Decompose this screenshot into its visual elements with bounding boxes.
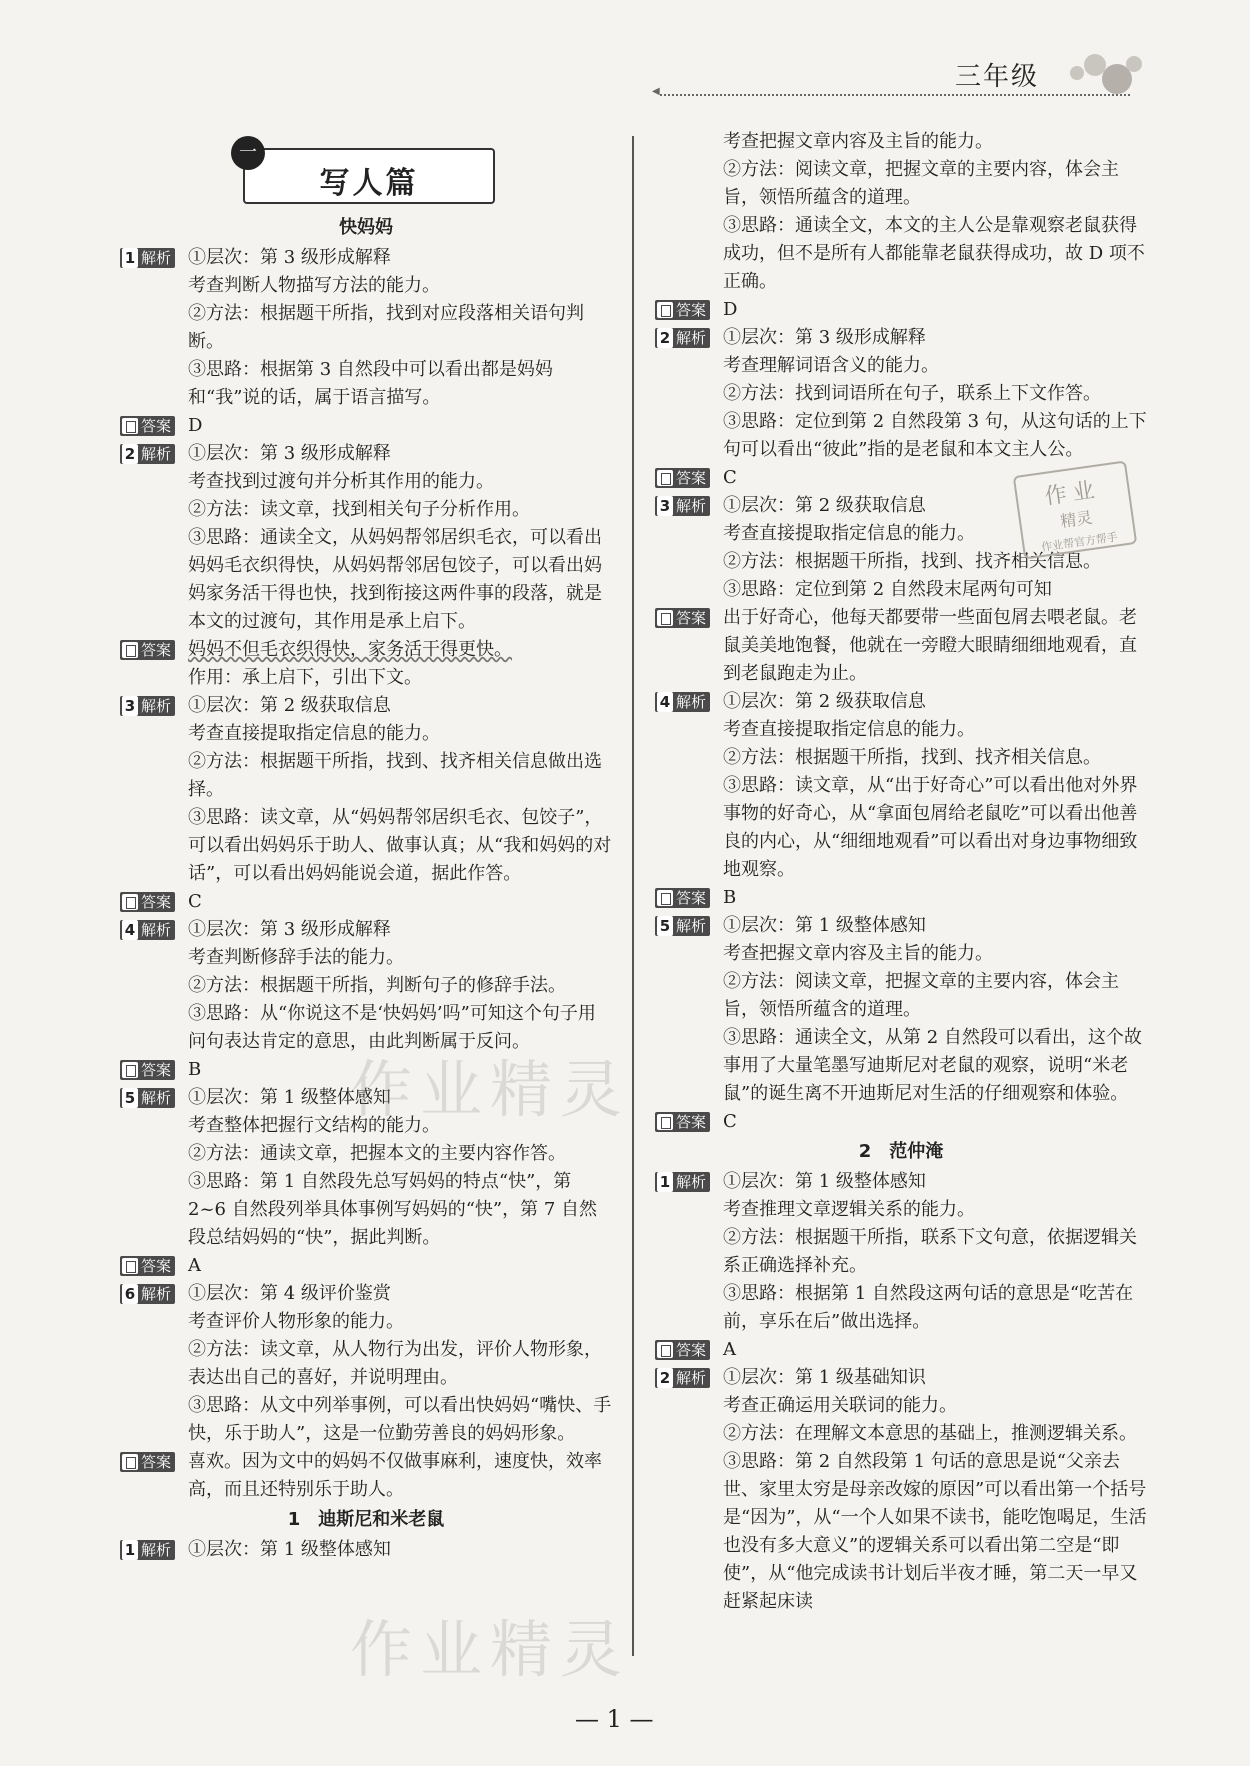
analysis-tag: 2 解析 — [655, 328, 710, 348]
answer-item: 答案 出于好奇心，他每天都要带一些面包屑去喂老鼠。老鼠美美地饱餐，他就在一旁瞪大眼睛细细地观看，直到老鼠跑走为止。 — [655, 604, 1147, 688]
section-heading — [239, 142, 495, 204]
answer-icon — [122, 418, 138, 434]
analysis-tag: 1 解析 — [120, 1540, 175, 1560]
left-column — [120, 212, 612, 1564]
answer-icon — [122, 642, 138, 658]
analysis-item: 3 解析 ①层次：第 2 级获取信息 考查直接提取指定信息的能力。 ②方法：根据题干所指，找到、找齐相关信息做出选择。 ③思路：读文章，从“妈妈帮邻居织毛衣、包饺子”，可以看出妈妈乐于助人、做事认真；从“我和妈妈的对话”，可以看出妈妈能说会道，据此作答。 — [120, 692, 612, 888]
answer-icon — [657, 302, 673, 318]
grade-label: 三年级 — [955, 62, 1040, 92]
analysis-item: 3 解析 ①层次：第 2 级获取信息 考查直接提取指定信息的能力。 ②方法：根据题干所指，找到、找齐相关信息。 ③思路：定位到第 2 自然段末尾两句可知 — [655, 492, 1147, 604]
analysis-tag: 4 解析 — [655, 692, 710, 712]
answer-item: 答案 A — [120, 1252, 612, 1280]
answer-tag: 答案 — [655, 468, 710, 488]
answer-tag: 答案 — [655, 300, 710, 320]
answer-icon — [122, 1454, 138, 1470]
answer-item: 答案 B — [655, 884, 1147, 912]
answer-tag: 答案 — [655, 888, 710, 908]
answer-icon — [657, 1342, 673, 1358]
right-column — [655, 128, 1147, 1616]
answer-tag: 答案 — [655, 1112, 710, 1132]
analysis-item: 1 解析 ①层次：第 1 级整体感知 — [120, 1536, 612, 1564]
analysis-item: 2 解析 ①层次：第 3 级形成解释 考查找到过渡句并分析其作用的能力。 ②方法：读文章，找到相关句子分析作用。 ③思路：通读全文，从妈妈帮邻居织毛衣，可以看出妈妈毛衣织得快，从妈妈帮邻居包饺子，可以看出妈妈家务活干得也快，找到衔接这两件事的段落，就是本文的过渡句，其作用是承上启下。 — [120, 440, 612, 636]
article-title: 2 范仲淹 — [858, 1141, 944, 1162]
answer-item: 答案 C — [655, 464, 1147, 492]
header-dotted-line — [660, 94, 1130, 96]
answer-icon — [657, 610, 673, 626]
column-divider — [632, 136, 634, 1656]
answer-icon — [657, 1114, 673, 1130]
answer-item: 答案 A — [655, 1336, 1147, 1364]
analysis-tag: 2 解析 — [655, 1368, 710, 1388]
answer-tag: 答案 — [120, 416, 175, 436]
analysis-item: 1 解析 ①层次：第 3 级形成解释 考查判断人物描写方法的能力。 ②方法：根据题干所指，找到对应段落相关语句判断。 ③思路：根据第 3 自然段中可以看出都是妈妈和“我”说的话，属于语言描写。 — [120, 244, 612, 412]
stamp: 作业 精灵 作业帮官方帮手 — [1013, 460, 1138, 559]
analysis-item: 2 解析 ①层次：第 1 级基础知识 考查正确运用关联词的能力。 ②方法：在理解文本意思的基础上，推测逻辑关系。 ③思路：第 2 自然段第 1 句话的意思是说“父亲去世、家里太穷是母亲改嫁的原因”可以看出第一个括号是“因为”，从“一个人如果不读书，能吃饱喝足，生活也没有多大意义”的逻辑关系可以看出第二空是“即使”，从“他完成读书计划后半夜才睡，第二天一早又赶紧起床读 — [655, 1364, 1147, 1616]
answer-tag: 答案 — [120, 1452, 175, 1472]
answer-item: 答案 妈妈不但毛衣织得快，家务活干得更快。 作用：承上启下，引出下文。 — [120, 636, 612, 692]
answer-item: 答案 B — [120, 1056, 612, 1084]
analysis-item: 2 解析 ①层次：第 3 级形成解释 考查理解词语含义的能力。 ②方法：找到词语所在句子，联系上下文作答。 ③思路：定位到第 2 自然段第 3 句，从这句话的上下句可以看出“彼此”指的是老鼠和本文主人公。 — [655, 324, 1147, 464]
answer-icon — [122, 1062, 138, 1078]
watermark: 作业精灵 — [350, 1613, 631, 1686]
answer-item: 答案 C — [120, 888, 612, 916]
page-number: — 1 — — [575, 1705, 654, 1733]
analysis-tag: 5 解析 — [120, 1088, 175, 1108]
article-title: 1 迪斯尼和米老鼠 — [287, 1509, 445, 1530]
answer-tag: 答案 — [655, 1340, 710, 1360]
analysis-tag: 3 解析 — [120, 696, 175, 716]
article-title: 快妈妈 — [339, 217, 393, 238]
section-title: 写人篇 — [319, 166, 419, 201]
answer-tag: 答案 — [120, 1060, 175, 1080]
analysis-tag: 6 解析 — [120, 1284, 175, 1304]
watermark: 作业精灵 — [350, 1053, 631, 1126]
answer-tag: 答案 — [120, 1256, 175, 1276]
analysis-tag: 4 解析 — [120, 920, 175, 940]
answer-item: 答案 D — [120, 412, 612, 440]
answer-item: 答案 C — [655, 1108, 1147, 1136]
answer-icon — [657, 890, 673, 906]
answer-item: 答案 喜欢。因为文中的妈妈不仅做事麻利，速度快，效率高，而且还特别乐于助人。 — [120, 1448, 612, 1504]
answer-tag: 答案 — [120, 640, 175, 660]
analysis-item: 4 解析 ①层次：第 3 级形成解释 考查判断修辞手法的能力。 ②方法：根据题干所指，判断句子的修辞手法。 ③思路：从“你说这不是‘快妈妈’吗”可知这个句子用问句表达肯定的意思，由此判断属于反问。 — [120, 916, 612, 1056]
analysis-tag: 1 解析 — [120, 248, 175, 268]
decorative-dots — [1070, 50, 1150, 100]
analysis-tag: 5 解析 — [655, 916, 710, 936]
answer-icon — [122, 894, 138, 910]
answer-icon — [122, 1258, 138, 1274]
analysis-item: 4 解析 ①层次：第 2 级获取信息 考查直接提取指定信息的能力。 ②方法：根据题干所指，找到、找齐相关信息。 ③思路：读文章，从“出于好奇心”可以看出他对外界事物的好奇心，从“拿面包屑给老鼠吃”可以看出他善良的内心，从“细细地观看”可以看出对身边事物细致地观察。 — [655, 688, 1147, 884]
answer-tag: 答案 — [655, 608, 710, 628]
analysis-tag: 3 解析 — [655, 496, 710, 516]
answer-tag: 答案 — [120, 892, 175, 912]
answer-item: 答案 D — [655, 296, 1147, 324]
analysis-item: 6 解析 ①层次：第 4 级评价鉴赏 考查评价人物形象的能力。 ②方法：读文章，从人物行为出发，评价人物形象，表达出自己的喜好，并说明理由。 ③思路：从文中列举事例，可以看出快妈妈“嘴快、手快，乐于助人”，这是一位勤劳善良的妈妈形象。 — [120, 1280, 612, 1448]
analysis-continuation: 考查把握文章内容及主旨的能力。 ②方法：阅读文章，把握文章的主要内容，体会主旨，领悟所蕴含的道理。 ③思路：通读全文，本文的主人公是靠观察老鼠获得成功，但不是所有人都能靠老鼠获得成功，故 D 项不正确。 — [723, 131, 1145, 292]
analysis-item: 5 解析 ①层次：第 1 级整体感知 考查把握文章内容及主旨的能力。 ②方法：阅读文章，把握文章的主要内容，体会主旨，领悟所蕴含的道理。 ③思路：通读全文，从第 2 自然段可以看出，这个故事用了大量笔墨写迪斯尼对老鼠的观察，说明“米老鼠”的诞生离不开迪斯尼对生活的仔细观察和体验。 — [655, 912, 1147, 1108]
section-number: 一 — [231, 136, 265, 170]
answer-icon — [657, 470, 673, 486]
analysis-tag: 1 解析 — [655, 1172, 710, 1192]
analysis-tag: 2 解析 — [120, 444, 175, 464]
analysis-item: 1 解析 ①层次：第 1 级整体感知 考查推理文章逻辑关系的能力。 ②方法：根据题干所指，联系下文句意，依据逻辑关系正确选择补充。 ③思路：根据第 1 自然段这两句话的意思是“吃苦在前，享乐在后”做出选择。 — [655, 1168, 1147, 1336]
analysis-item: 5 解析 ①层次：第 1 级整体感知 考查整体把握行文结构的能力。 ②方法：通读文章，把握本文的主要内容作答。 ③思路：第 1 自然段先总写妈妈的特点“快”，第 2~6 自然段列举具体事例写妈妈的“快”，第 7 自然段总结妈妈的“快”，据此判断。 — [120, 1084, 612, 1252]
